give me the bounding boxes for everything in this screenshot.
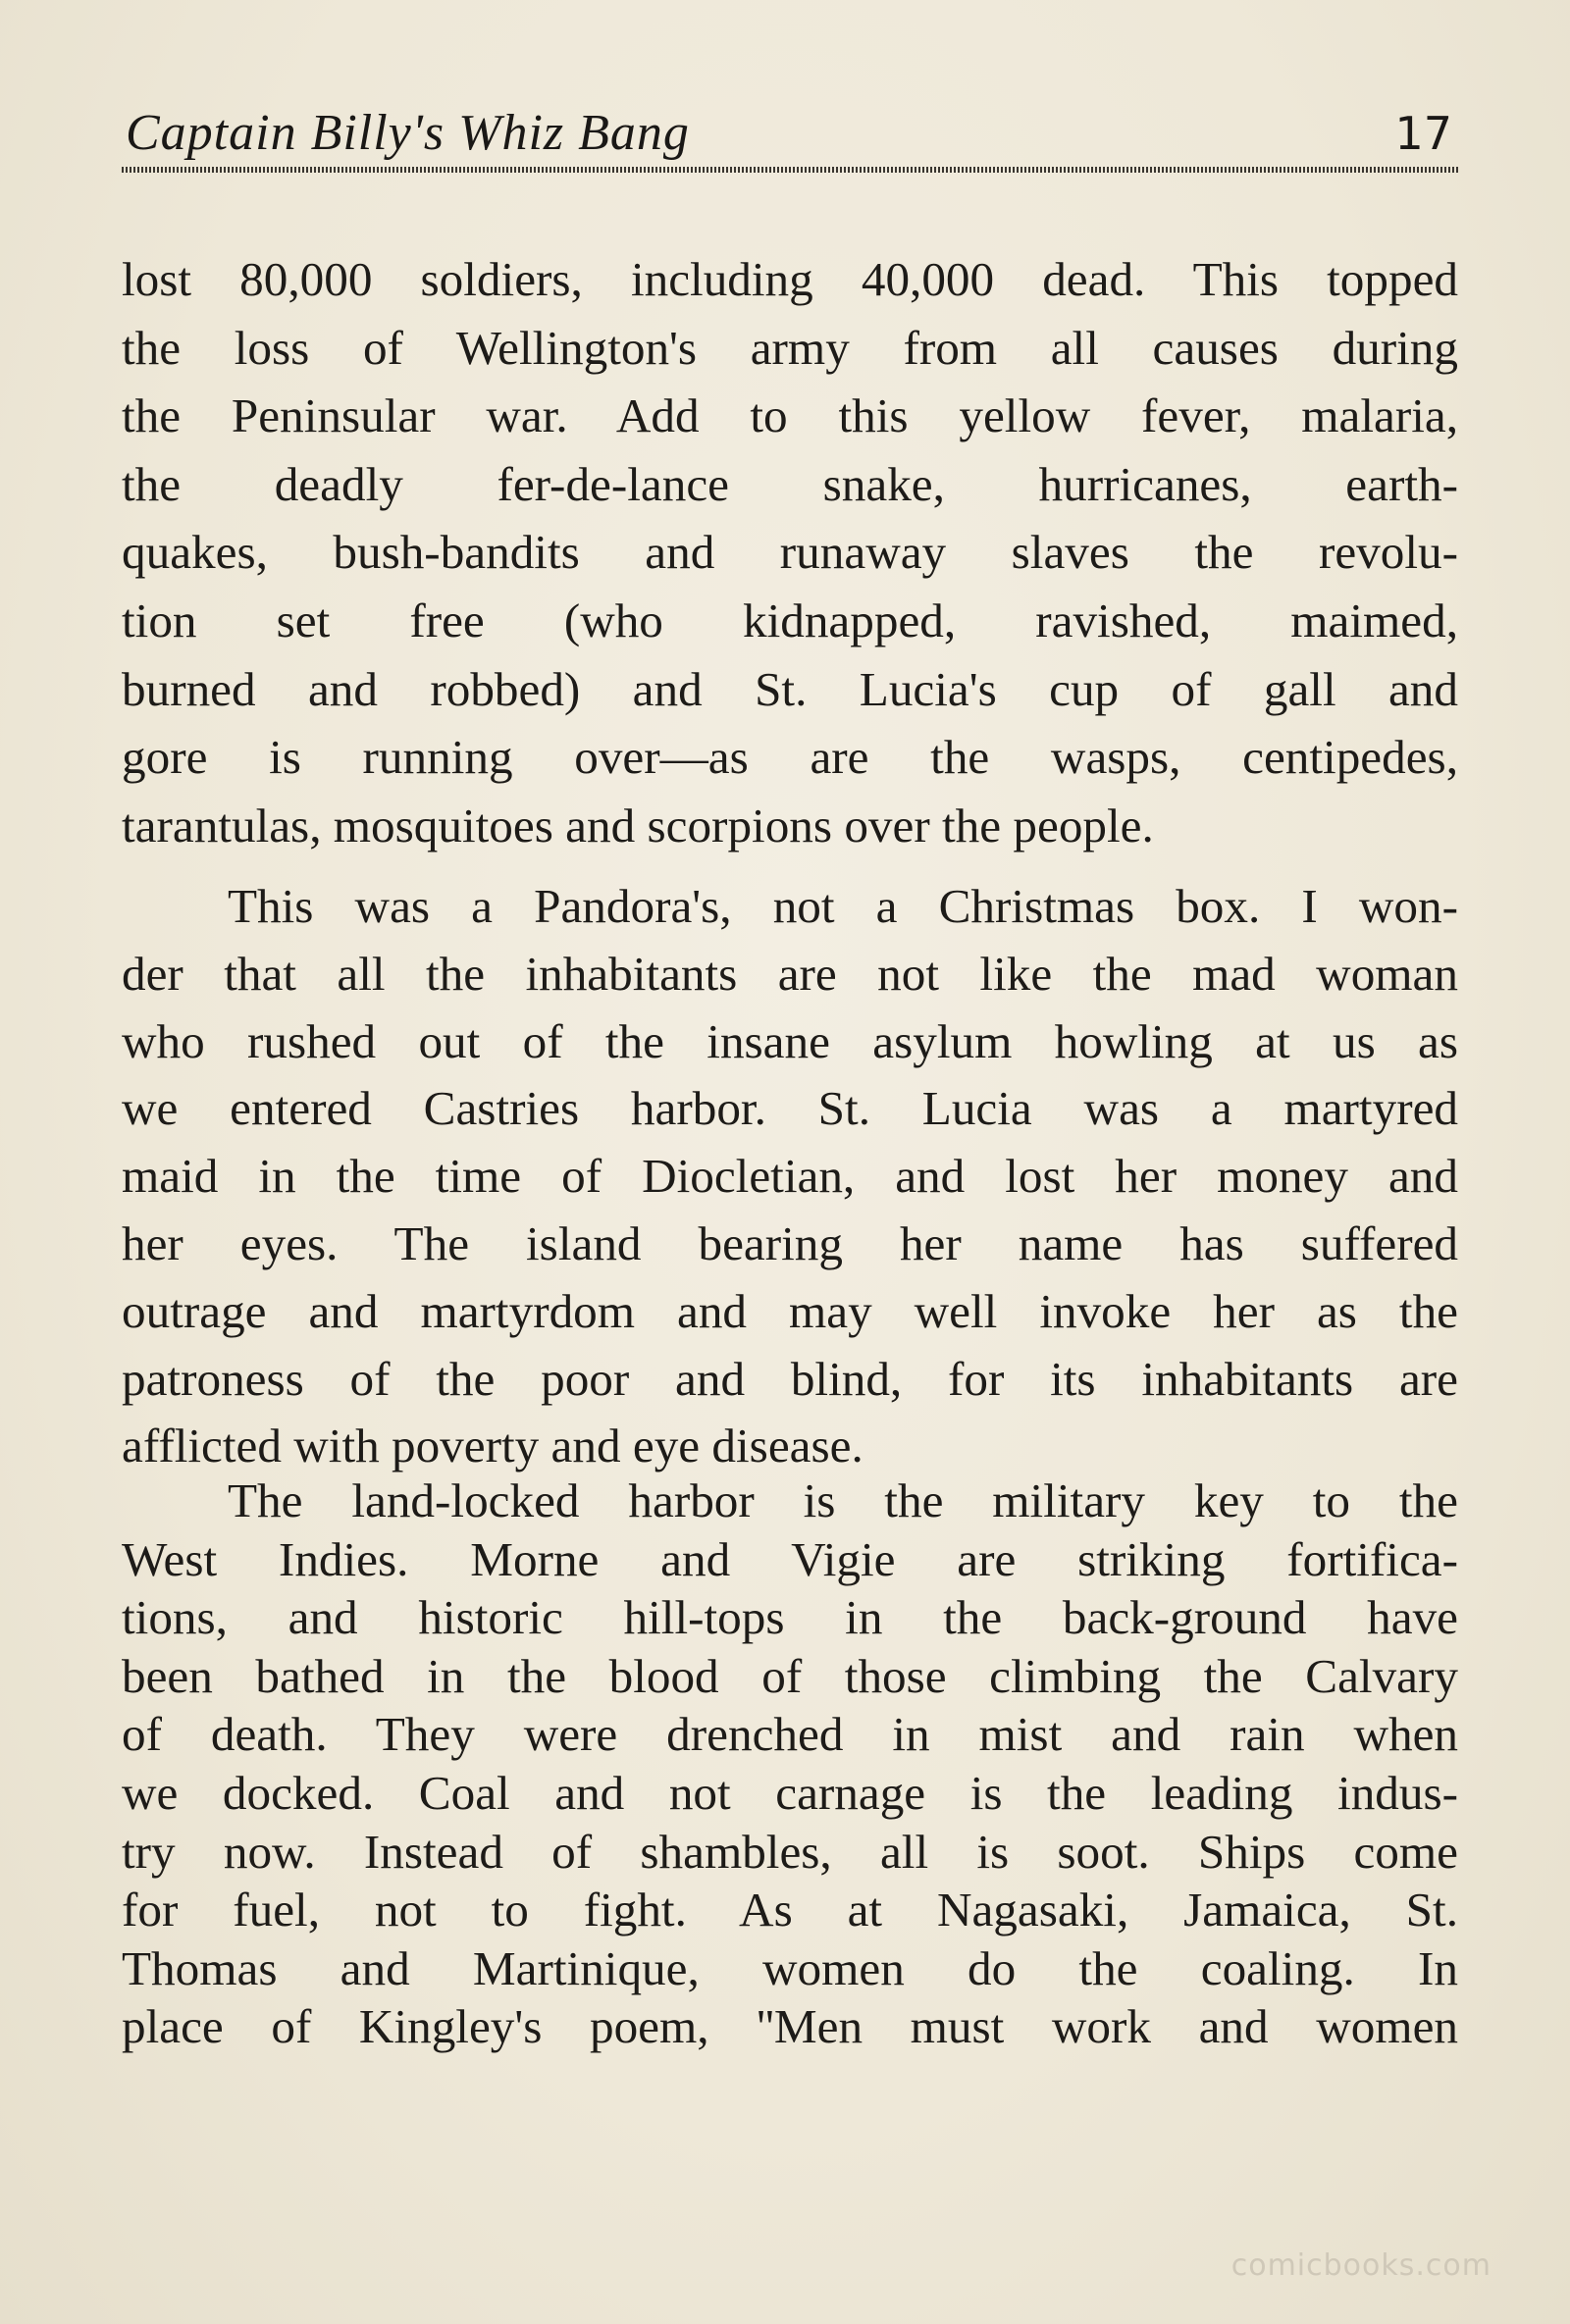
text-line: the loss of Wellington's army from all causes during	[122, 320, 1458, 375]
text-line: the deadly fer-de-lance snake, hurricanes, earth-	[122, 456, 1458, 511]
header-rule	[122, 167, 1458, 173]
page-number: 17	[1394, 107, 1452, 160]
running-title: Captain Billy's Whiz Bang	[126, 105, 690, 161]
watermark: comicbooks.com	[1230, 2248, 1492, 2283]
text-line: her eyes. The island bearing her name has suffered	[122, 1215, 1458, 1270]
text-line: tarantulas, mosquitoes and scorpions over the people.	[122, 798, 1154, 852]
paragraph-2	[122, 873, 1458, 1480]
text-line: Thomas and Martinique, women do the coaling. In	[122, 1940, 1458, 1995]
text-line: the Peninsular war. Add to this yellow fever, malaria,	[122, 388, 1458, 443]
text-line: for fuel, not to fight. As at Nagasaki, Jamaica, St.	[122, 1883, 1458, 1937]
text-line: place of Kingley's poem, ''Men must work and women	[122, 1999, 1458, 2054]
text-line: try now. Instead of shambles, all is soot. Ships come	[122, 1824, 1458, 1879]
text-line: The land-locked harbor is the military key to the	[228, 1473, 1458, 1527]
text-line: tion set free (who kidnapped, ravished, maimed,	[122, 593, 1458, 647]
text-line: This was a Pandora's, not a Christmas box. I won-	[228, 879, 1458, 933]
paragraph-1	[122, 245, 1458, 859]
paragraph-3	[122, 1472, 1458, 2056]
text-line: gore is running over—as are the wasps, centipedes,	[122, 730, 1458, 785]
text-line: we entered Castries harbor. St. Lucia was a martyred	[122, 1081, 1458, 1136]
text-line: we docked. Coal and not carnage is the leading indus-	[122, 1765, 1458, 1820]
text-line: lost 80,000 soldiers, including 40,000 dead. This topped	[122, 252, 1458, 306]
text-line: burned and robbed) and St. Lucia's cup of gall and	[122, 661, 1458, 716]
text-line: der that all the inhabitants are not like the mad woman	[122, 946, 1458, 1001]
text-line: who rushed out of the insane asylum howling at us as	[122, 1013, 1458, 1068]
text-line: outrage and martyrdom and may well invoke her as the	[122, 1283, 1458, 1338]
text-line: tions, and historic hill-tops in the back-ground have	[122, 1590, 1458, 1645]
text-line: West Indies. Morne and Vigie are striking fortifica-	[122, 1531, 1458, 1586]
text-line: maid in the time of Diocletian, and lost her money and	[122, 1149, 1458, 1204]
text-line: quakes, bush-bandits and runaway slaves the revolu-	[122, 525, 1458, 580]
page-header	[122, 102, 1458, 163]
text-line: been bathed in the blood of those climbing the Calvary	[122, 1648, 1458, 1703]
text-line: of death. They were drenched in mist and rain when	[122, 1707, 1458, 1762]
text-line: patroness of the poor and blind, for its inhabitants are	[122, 1351, 1458, 1406]
text-line: afflicted with poverty and eye disease.	[122, 1419, 864, 1473]
